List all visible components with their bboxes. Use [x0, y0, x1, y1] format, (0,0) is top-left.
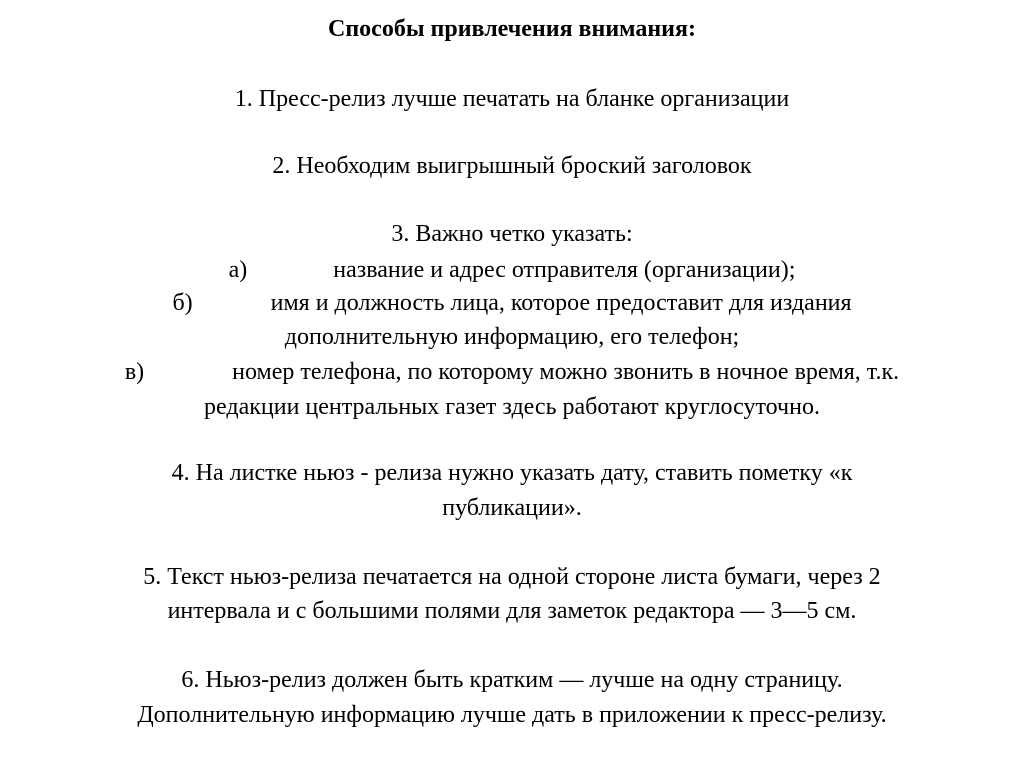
point-3-item-b-line1: [0, 288, 1024, 318]
item-a-marker: а): [228, 257, 248, 283]
point-3-item-a: [0, 255, 1024, 285]
item-a-text: название и адрес отправителя (организации);: [333, 257, 796, 283]
point-3-item-v-line2: редакции центральных газет здесь работают круглосуточно.: [204, 394, 820, 420]
point-3-item-b-line2: дополнительную информацию, его телефон;: [284, 324, 740, 350]
point-6-line2: Дополнительную информацию лучше дать в приложении к пресс-релизу.: [137, 702, 887, 728]
item-v-marker: в): [124, 359, 145, 385]
item-b-text-line1: имя и должность лица, которое предоставит для издания: [270, 290, 852, 316]
point-3-heading: 3. Важно четко указать:: [391, 221, 633, 247]
point-5-line2: интервала и с большими полями для заметок редактора — 3—5 см.: [167, 598, 857, 624]
point-4-line1: 4. На листке ньюз - релиза нужно указать дату, ставить пометку «к: [171, 460, 853, 486]
point-5-line1: 5. Текст ньюз-релиза печатается на одной стороне листа бумаги, через 2: [143, 564, 881, 590]
item-b-marker: б): [172, 290, 193, 316]
item-v-text-line1: номер телефона, по которому можно звонить в ночное время, т.к.: [232, 359, 900, 385]
point-2: 2. Необходим выигрышный броский заголовок: [272, 153, 752, 179]
point-3-item-v-line1: [0, 357, 1024, 387]
point-6-line1: 6. Ньюз-релиз должен быть кратким — лучше на одну страницу.: [181, 667, 843, 693]
point-1: 1. Пресс-релиз лучше печатать на бланке организации: [234, 86, 790, 112]
point-4-line2: публикации».: [442, 495, 582, 521]
slide-title: Способы привлечения внимания:: [328, 16, 696, 42]
